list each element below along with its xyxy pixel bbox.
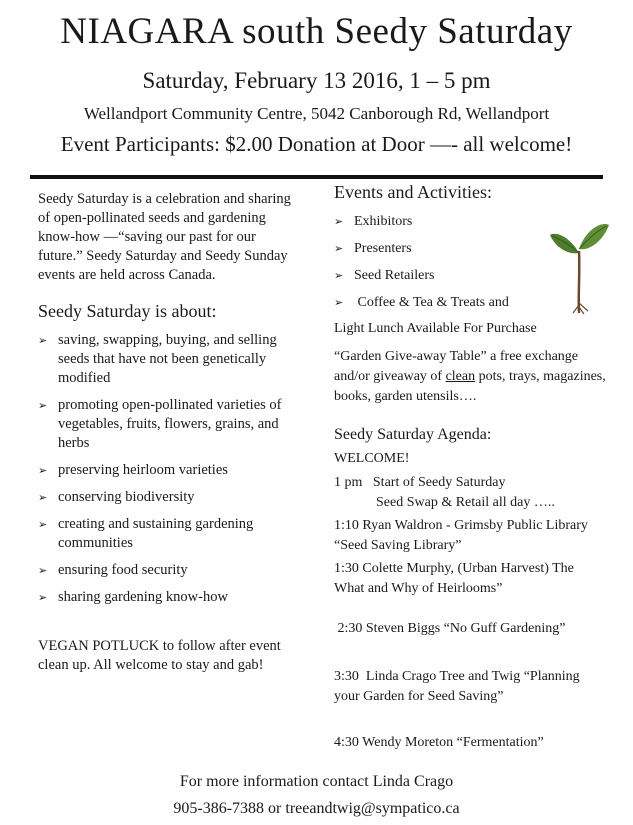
arrow-bullet-icon: ➢ xyxy=(38,564,48,577)
events-heading: Events and Activities: xyxy=(334,182,492,202)
agenda-heading: Seedy Saturday Agenda: xyxy=(334,426,492,443)
list-item: ➢ saving, swapping, buying, and selling seeds that have not been genetically modified xyxy=(38,332,277,386)
event-venue: Wellandport Community Centre, 5042 Canborough Rd, Wellandport xyxy=(83,104,550,123)
arrow-bullet-icon: ➢ xyxy=(334,242,344,255)
agenda-row: 4:30 Wendy Moreton “Fermentation” xyxy=(334,735,544,750)
potluck-text: VEGAN POTLUCK to follow after event clean up. All welcome to stay and gab! xyxy=(38,638,281,673)
arrow-bullet-icon: ➢ xyxy=(38,334,48,347)
list-item: ➢ promoting open-pollinated varieties of vegetables, fruits, flowers, grains, and herbs xyxy=(38,397,282,451)
arrow-bullet-icon: ➢ xyxy=(38,464,48,477)
giveaway-text: “Garden Give-away Table” a free exchange and/or giveaway of clean pots, trays, magazines, books, garden utensils…. xyxy=(334,349,606,404)
agenda-row: 1:30 Colette Murphy, (Urban Harvest) The xyxy=(334,561,574,576)
about-heading: Seedy Saturday is about: xyxy=(38,301,217,321)
left-column xyxy=(38,190,300,675)
divider xyxy=(30,175,603,179)
list-item: ➢ ensuring food security xyxy=(38,562,188,578)
agenda-row: 3:30 Linda Crago Tree and Twig “Planning xyxy=(334,669,580,684)
agenda-row: 1 pm Start of Seedy Saturday xyxy=(334,475,506,490)
arrow-bullet-icon: ➢ xyxy=(38,491,48,504)
intro-text: Seedy Saturday is a celebration and sharing of open-pollinated seeds and gardening know-how —“saving our past for our future.” Seedy Saturday and Seedy Sunday events are held across Canada. xyxy=(38,191,291,283)
arrow-bullet-icon: ➢ xyxy=(334,296,344,309)
light-lunch-text: Light Lunch Available For Purchase xyxy=(334,321,537,336)
event-date: Saturday, February 13 2016, 1 – 5 pm xyxy=(142,68,491,93)
list-item: ➢ preserving heirloom varieties xyxy=(38,462,228,478)
list-item: ➢ Exhibitors xyxy=(334,212,614,232)
arrow-bullet-icon: ➢ xyxy=(334,269,344,282)
list-item: ➢ Seed Retailers xyxy=(334,266,614,286)
contact-info xyxy=(0,768,633,822)
arrow-bullet-icon: ➢ xyxy=(38,399,48,412)
agenda-row: your Garden for Seed Saving” xyxy=(334,689,504,704)
contact-line: For more information contact Linda Crago xyxy=(179,773,454,790)
list-item: ➢ Coffee & Tea & Treats and xyxy=(334,293,614,313)
list-item: ➢ creating and sustaining gardening communities xyxy=(38,516,254,551)
agenda-list xyxy=(334,473,614,753)
about-list xyxy=(38,331,300,607)
agenda-row: 2:30 Steven Biggs “No Guff Gardening” xyxy=(334,621,566,636)
arrow-bullet-icon: ➢ xyxy=(38,591,48,604)
list-item: ➢ Presenters xyxy=(334,239,614,259)
agenda-row: Seed Swap & Retail all day ….. xyxy=(334,495,555,510)
agenda-row: “Seed Saving Library” xyxy=(334,538,462,553)
agenda-row: What and Why of Heirlooms” xyxy=(334,581,503,596)
page-title: NIAGARA south Seedy Saturday xyxy=(60,11,573,52)
event-fee: Event Participants: $2.00 Donation at Door —- all welcome! xyxy=(60,132,573,156)
welcome-text: WELCOME! xyxy=(334,451,410,466)
clean-underlined: clean xyxy=(445,369,476,384)
list-item: ➢ sharing gardening know-how xyxy=(38,589,228,605)
arrow-bullet-icon: ➢ xyxy=(334,215,344,228)
seedling-icon xyxy=(548,215,610,315)
list-item: ➢ conserving biodiversity xyxy=(38,489,195,505)
contact-details: 905-386-7388 or treeandtwig@sympatico.ca xyxy=(173,800,460,817)
arrow-bullet-icon: ➢ xyxy=(38,518,48,531)
agenda-row: 1:10 Ryan Waldron - Grimsby Public Library xyxy=(334,518,588,533)
